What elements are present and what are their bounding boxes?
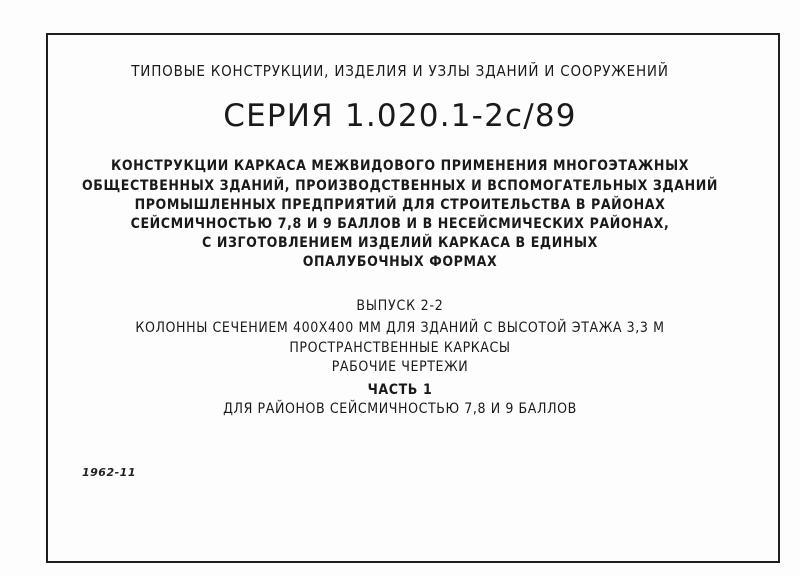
title-line: С ИЗГОТОВЛЕНИЕМ ИЗДЕЛИЙ КАРКАСА В ЕДИНЫХ [202, 235, 598, 251]
inventory-number: 1962-11 [82, 466, 136, 479]
issue-number: ВЫПУСК 2-2 [356, 298, 444, 314]
issue-line: РАБОЧИЕ ЧЕРТЕЖИ [331, 359, 469, 375]
issue-line: ПРОСТРАНСТВЕННЫЕ КАРКАСЫ [289, 340, 511, 356]
issue-line: КОЛОННЫ СЕЧЕНИЕМ 400Х400 ММ ДЛЯ ЗДАНИЙ С ВЫСОТОЙ ЭТАЖА 3,3 М [135, 320, 665, 336]
title-line: СЕЙСМИЧНОСТЬЮ 7,8 И 9 БАЛЛОВ И В НЕСЕЙСМИЧЕСКИХ РАЙОНАХ, [130, 216, 670, 232]
header-text: ТИПОВЫЕ КОНСТРУКЦИИ, ИЗДЕЛИЯ И УЗЛЫ ЗДАНИЙ И СООРУЖЕНИЙ [131, 62, 669, 80]
series-title: СЕРИЯ 1.020.1-2с/89 [223, 98, 577, 134]
title-line: ОПАЛУБОЧНЫХ ФОРМАХ [302, 254, 498, 270]
title-line: ОБЩЕСТВЕННЫХ ЗДАНИЙ, ПРОИЗВОДСТВЕННЫХ И ВСПОМОГАТЕЛЬНЫХ ЗДАНИЙ [81, 178, 719, 194]
title-line: КОНСТРУКЦИИ КАРКАСА МЕЖВИДОВОГО ПРИМЕНЕНИЯ МНОГОЭТАЖНЫХ [110, 158, 690, 174]
part-number: ЧАСТЬ 1 [367, 382, 433, 398]
part-subtitle: ДЛЯ РАЙОНОВ СЕЙСМИЧНОСТЬЮ 7,8 И 9 БАЛЛОВ [223, 401, 577, 417]
title-line: ПРОМЫШЛЕННЫХ ПРЕДПРИЯТИЙ ДЛЯ СТРОИТЕЛЬСТВА В РАЙОНАХ [134, 197, 666, 213]
